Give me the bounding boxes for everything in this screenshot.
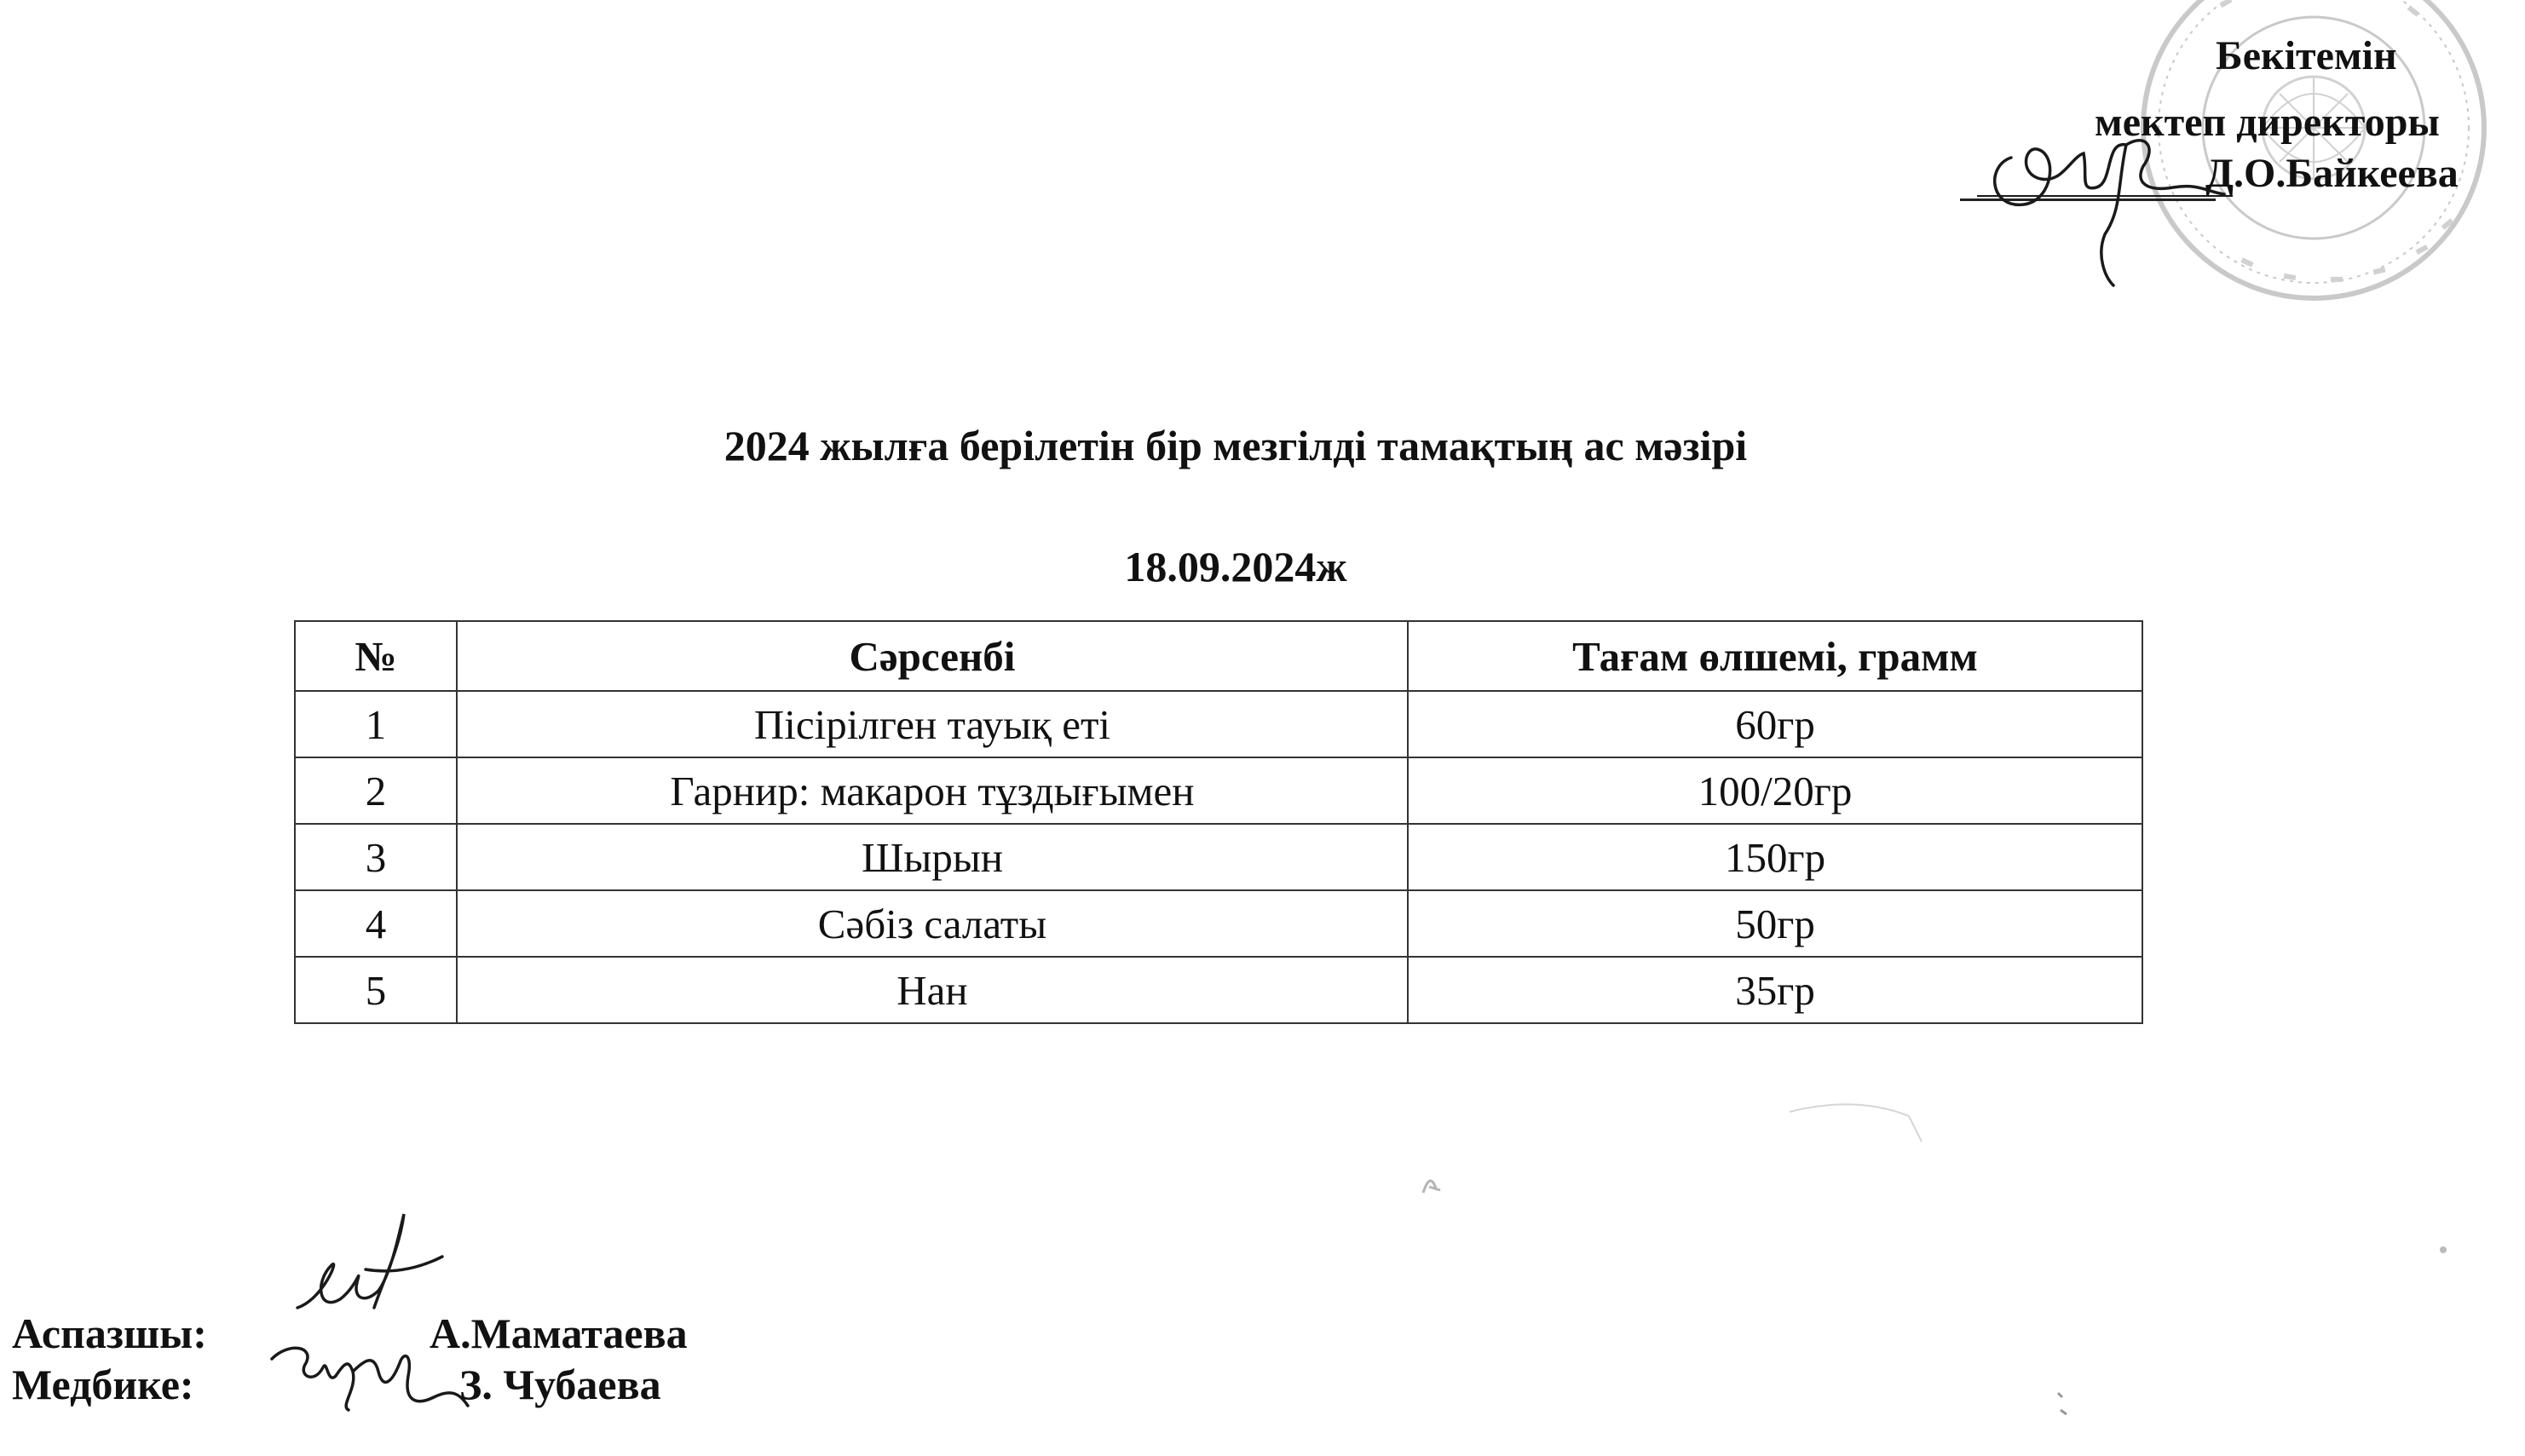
menu-table (294, 620, 2143, 1024)
dish-name: Пісірілген тауық еті (457, 691, 1408, 757)
table-row (295, 691, 2142, 757)
nurse-role-label: Медбике: (12, 1361, 194, 1408)
column-header-portion: Тағам өлшемі, грамм (1408, 621, 2142, 691)
table-row (295, 757, 2142, 824)
scan-speck (2054, 1389, 2071, 1423)
cook-name: А.Маматаева (429, 1309, 688, 1357)
portion-weight: 60гр (1408, 691, 2142, 757)
director-signature (1977, 106, 2233, 302)
portion-weight: 100/20гр (1408, 757, 2142, 824)
cook-role-label: Аспазшы: (12, 1309, 207, 1357)
portion-weight: 150гр (1408, 824, 2142, 890)
column-header-dish: Сәрсенбі (457, 621, 1408, 691)
dish-name: Сәбіз салаты (457, 890, 1408, 957)
approval-block (1960, 26, 2522, 213)
nurse-signature (255, 1325, 476, 1419)
scan-speck (2437, 1244, 2449, 1256)
scan-speck (1790, 1095, 1926, 1146)
row-number: 2 (295, 757, 457, 824)
table-header-row (295, 621, 2142, 691)
approver-position: мектеп директоры (2095, 100, 2440, 145)
nurse-name: З. Чубаева (459, 1361, 661, 1408)
table-row (295, 957, 2142, 1023)
scan-speck (1419, 1171, 1444, 1197)
dish-name: Шырын (457, 824, 1408, 890)
column-header-number: № (295, 621, 457, 691)
approval-heading: Бекітемін (2216, 33, 2397, 78)
row-number: 1 (295, 691, 457, 757)
portion-weight: 35гр (1408, 957, 2142, 1023)
dish-name: Гарнир: макарон тұздығымен (457, 757, 1408, 824)
cook-signature (280, 1206, 451, 1342)
table-row (295, 890, 2142, 957)
row-number: 5 (295, 957, 457, 1023)
row-number: 3 (295, 824, 457, 890)
document-date: 18.09.2024ж (1124, 543, 1347, 590)
row-number: 4 (295, 890, 457, 957)
approver-name: Д.О.Байкеева (2205, 151, 2459, 196)
document-title: 2024 жылға берілетін бір мезгілді тамақтың ас мәзірі (723, 422, 1748, 469)
portion-weight: 50гр (1408, 890, 2142, 957)
table-row (295, 824, 2142, 890)
dish-name: Нан (457, 957, 1408, 1023)
